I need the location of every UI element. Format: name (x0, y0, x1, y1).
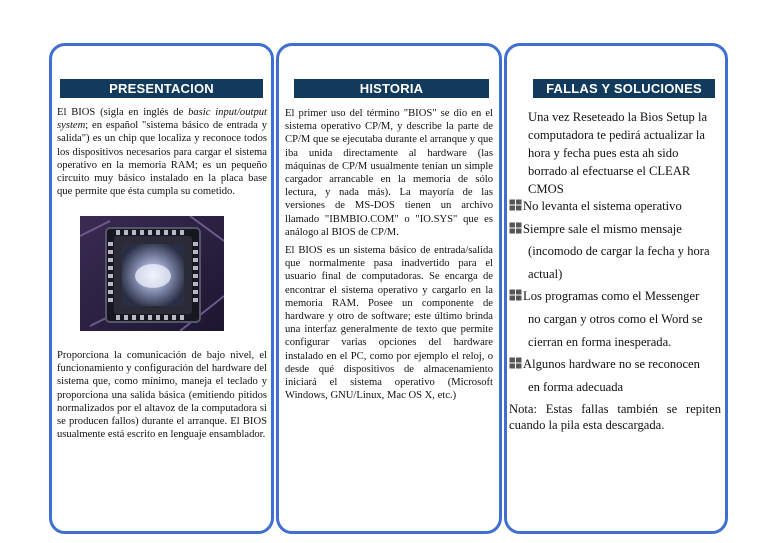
list-item-text: No levanta el sistema operativo (523, 199, 682, 213)
windows-logo-bullet-icon (509, 357, 522, 369)
list-item-text: Siempre sale el mismo mensaje (523, 222, 682, 236)
list-item-continuation: en forma adecuada (528, 380, 624, 394)
list-item-text: Algunos hardware no se reconocen (523, 357, 700, 371)
presentacion-paragraph-2: Proporciona la comunicación de bajo nivel, el funcionamiento y configuración del hardware del sistema que, como mínimo, maneja el teclado y proporciona una salida básica (emitiendo pitidos normalizados por el altavoz de la computadora si se producen fallos) durante el arranque. El BIOS usualmente está escrito en lenguaje ensamblador. (57, 350, 267, 441)
list-item (509, 285, 699, 308)
fallas-intro: Una vez Reseteado la Bios Setup la computadora te pedirá actualizar la hora y fecha pues esta ah sido borrado al efectuarse el CLEAR CMOS (528, 110, 708, 196)
header-presentacion: PRESENTACION (60, 79, 263, 98)
header-historia: HISTORIA (294, 79, 489, 98)
windows-logo-bullet-icon (509, 199, 522, 211)
panel-presentacion (49, 43, 274, 534)
header-fallas-soluciones: FALLAS Y SOLUCIONES (533, 79, 715, 98)
windows-logo-bullet-icon (509, 222, 522, 234)
panel-historia (276, 43, 502, 534)
fallas-note: Nota: Estas fallas también se repiten cuando la pila esta descargada. (509, 402, 721, 432)
list-item (509, 218, 682, 241)
panel-fallas-soluciones (504, 43, 728, 534)
windows-logo-bullet-icon (509, 289, 522, 301)
list-item-continuation: (incomodo de cargar la fecha y hora (528, 244, 710, 258)
historia-paragraph-1: El primer uso del término "BIOS" se dio en el sistema operativo CP/M, y describe la parte de CP/M que se ejecutaba durante el arranque y que iba unida directamente al hardware (las máquinas de CP/M usualmente tenían un simple cargador arrancable en la memoria de sólo lectura, y nada más). La mayoría de las versiones de MS-DOS tienen un archivo llamado "IBMBIO.COM" o "IO.SYS" que es análogo al BIOS de CP/M. (285, 108, 493, 238)
list-item-continuation: cierran en forma inesperada. (528, 335, 672, 349)
list-item-text: Los programas como el Messenger (523, 289, 700, 303)
list-item-continuation: no cargan y otros como el Word se (528, 312, 703, 326)
historia-paragraph-2: El BIOS es un sistema básico de entrada/salida que normalmente pasa inadvertido para el usuario final de computadoras. Se encarga de encontrar el sistema operativo y cargarlo en la memoria RAM. Posee un componente de hardware y otro de software; este último brinda una interfaz generalmente de texto que permite configurar varias opciones del hardware instalado en el PC, como por ejemplo el reloj, o desde qué dispositivos de almacenamiento iniciará el sistema operativo (Microsoft Windows, GNU/Linux, Mac OS X, etc.) (285, 245, 493, 402)
list-item (509, 195, 682, 218)
presentacion-paragraph-1: El BIOS (sigla en inglés de basic input/output system; en español "sistema básico de entrada y salida") es un chip que localiza y reconoce todos los dispositivos necesarios para cargar el sistema operativo en la memoria RAM; es un pequeño circuito muy básico instalado en la placa base que permite que ésta cumpla su cometido. (57, 107, 267, 198)
list-item (509, 353, 700, 376)
bios-chip-photo (80, 216, 224, 331)
list-item-continuation: actual) (528, 267, 563, 281)
